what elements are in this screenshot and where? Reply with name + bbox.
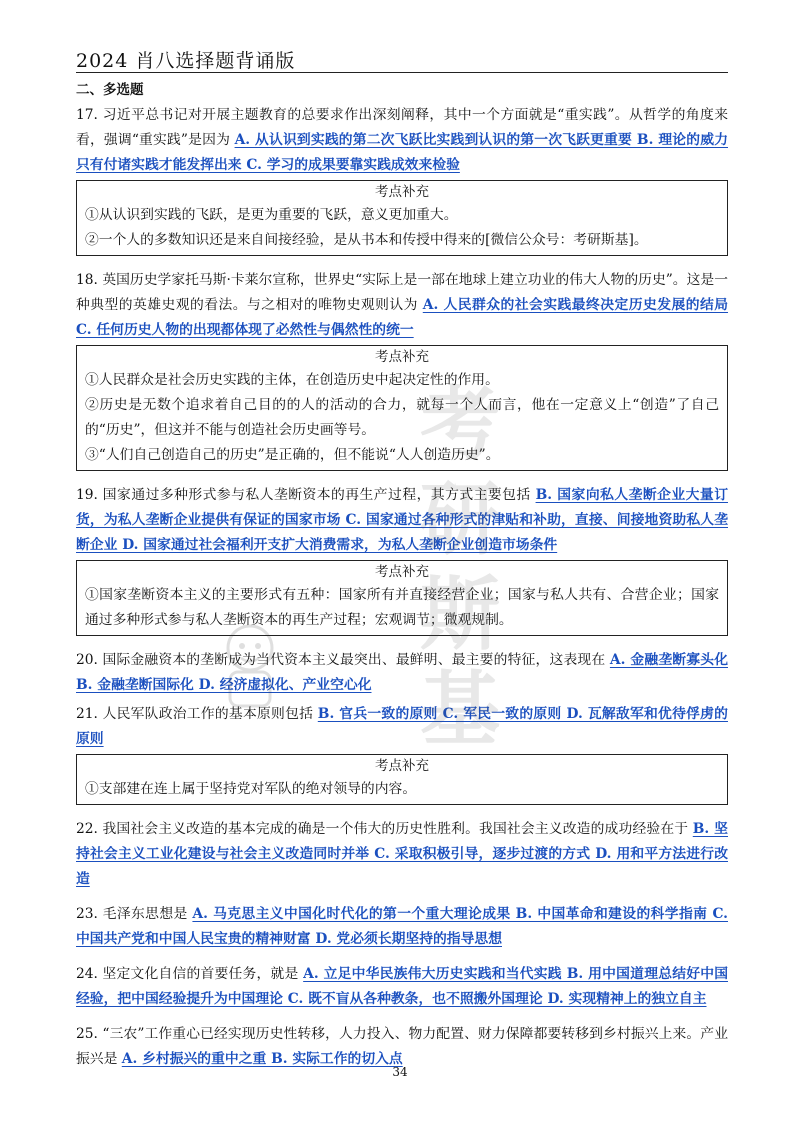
page-number: 34 <box>392 1065 408 1079</box>
supplement-title: 考点补充 <box>375 564 429 580</box>
question-answer: B. 国家向私人垄断企业大量订货，为私人垄断企业提供有保证的国家市场 C. 国家通过各种形式的津贴和补助，直接、间接地资助私人垄断企业 D. 国家通过社会福利开支扩大消费需求，为私人垄断企业创造市场条件 <box>76 487 728 553</box>
question-stem: 19. 国家通过多种形式参与私人垄断资本的再生产过程，其方式主要包括 <box>76 487 536 503</box>
watermark-char: 研 <box>420 472 500 566</box>
question-answer: A. 人民群众的社会实践最终决定历史发展的结局 C. 任何历史人物的出现都体现了必然性与偶然性的统一 <box>76 297 729 338</box>
question-18 <box>76 268 728 343</box>
supplement-title: 考点补充 <box>375 349 429 365</box>
question-answer: A. 金融垄断寡头化 B. 金融垄断国际化 D. 经济虚拟化、产业空心化 <box>76 652 728 693</box>
question-answer: A. 从认识到实践的第二次飞跃比实践到认识的第一次飞跃更重要 B. 理论的威力只有付诸实践才能发挥出来 C. 学习的成果要靠实践成效来检验 <box>76 132 728 173</box>
question-stem: 23. 毛泽东思想是 <box>76 906 193 922</box>
question-24 <box>76 962 728 1012</box>
section-title: 二、多选题 <box>76 82 144 98</box>
supplement-item: ①支部建在连上属于坚持党对军队的绝对领导的内容。 <box>85 781 417 797</box>
page-header-title: 2024 肖八选择题背诵版 <box>76 50 296 72</box>
question-19 <box>76 483 728 558</box>
question-22 <box>76 817 728 892</box>
question-17 <box>76 103 728 178</box>
question-answer: B. 坚持社会主义工业化建设与社会主义改造同时并举 C. 采取积极引导，逐步过渡的方式 D. 用和平方法进行改造 <box>76 821 728 887</box>
question-stem: 22. 我国社会主义改造的基本完成的确是一个伟大的历史性胜利。我国社会主义改造的成功经验在于 <box>76 821 693 837</box>
supplement-title: 考点补充 <box>375 758 429 774</box>
question-stem: 24. 坚定文化自信的首要任务，就是 <box>76 966 304 982</box>
question-stem: 20. 国际金融资本的垄断成为当代资本主义最突出、最鲜明、最主要的特征，这表现在 <box>76 652 610 668</box>
question-stem: 17. 习近平总书记对开展主题教育的总要求作出深刻阐释，其中一个方面就是“重实践”。从哲学的角度来看，强调“重实践”是因为 <box>76 107 728 148</box>
watermark-char: 考 <box>420 377 500 471</box>
question-answer: A. 乡村振兴的重中之重 B. 实际工作的切入点 <box>121 1051 403 1067</box>
supplement-box <box>76 754 728 805</box>
supplement-box <box>76 345 728 471</box>
page-content <box>76 78 728 1072</box>
supplement-item: ①国家垄断资本主义的主要形式有五种：国家所有并直接经营企业；国家与私人共有、合营企业；国家通过多种形式参与私人垄断资本的再生产过程；宏观调节；微观规制。 <box>85 587 719 628</box>
supplement-item: ①人民群众是社会历史实践的主体，在创造历史中起决定性的作用。 <box>85 372 499 388</box>
question-20 <box>76 648 728 698</box>
supplement-item: ①从认识到实践的飞跃，是更为重要的飞跃，意义更加重大。 <box>85 207 458 223</box>
watermark-char: 斯 <box>420 567 500 661</box>
supplement-title: 考点补充 <box>375 184 429 200</box>
header-divider <box>76 72 728 73</box>
question-stem: 21. 人民军队政治工作的基本原则包括 <box>76 706 318 722</box>
question-23 <box>76 902 728 952</box>
supplement-box <box>76 180 728 256</box>
supplement-item: ②历史是无数个追求着自己目的的人的活动的合力，就每一个人而言，他在一定意义上“创造”了自己的“历史”，但这并不能与创造社会历史画等号。 <box>85 397 719 438</box>
question-21 <box>76 702 728 752</box>
question-stem: 18. 英国历史学家托马斯·卡莱尔宣称，世界史“实际上是一部在地球上建立功业的伟大人物的历史”。这是一种典型的英雄史观的看法。与之相对的唯物史观则认为 <box>76 272 728 313</box>
supplement-item: ②一个人的多数知识还是来自间接经验，是从书本和传授中得来的[微信公众号：考研斯基]。 <box>85 232 648 248</box>
mascot-watermark-icon <box>215 620 285 710</box>
question-stem: 25. “三农”工作重心已经实现历史性转移，人力投入、物力配置、财力保障都要转移到乡村振兴上来。产业振兴是 <box>76 1026 728 1067</box>
question-answer: B. 官兵一致的原则 C. 军民一致的原则 D. 瓦解敌军和优待俘虏的原则 <box>76 706 728 747</box>
supplement-item: ③“人们自己创造自己的历史”是正确的，但不能说“人人创造历史”。 <box>85 447 500 463</box>
watermark-char: 基 <box>420 662 500 756</box>
question-answer: A. 马克思主义中国化时代化的第一个重大理论成果 B. 中国革命和建设的科学指南 C. 中国共产党和中国人民宝贵的精神财富 D. 党必须长期坚持的指导思想 <box>76 906 728 947</box>
question-answer: A. 立足中华民族伟大历史实践和当代实践 B. 用中国道理总结好中国经验，把中国经验提升为中国理论 C. 既不盲从各种教条，也不照搬外国理论 D. 实现精神上的独立自主 <box>76 966 728 1007</box>
supplement-box <box>76 560 728 636</box>
